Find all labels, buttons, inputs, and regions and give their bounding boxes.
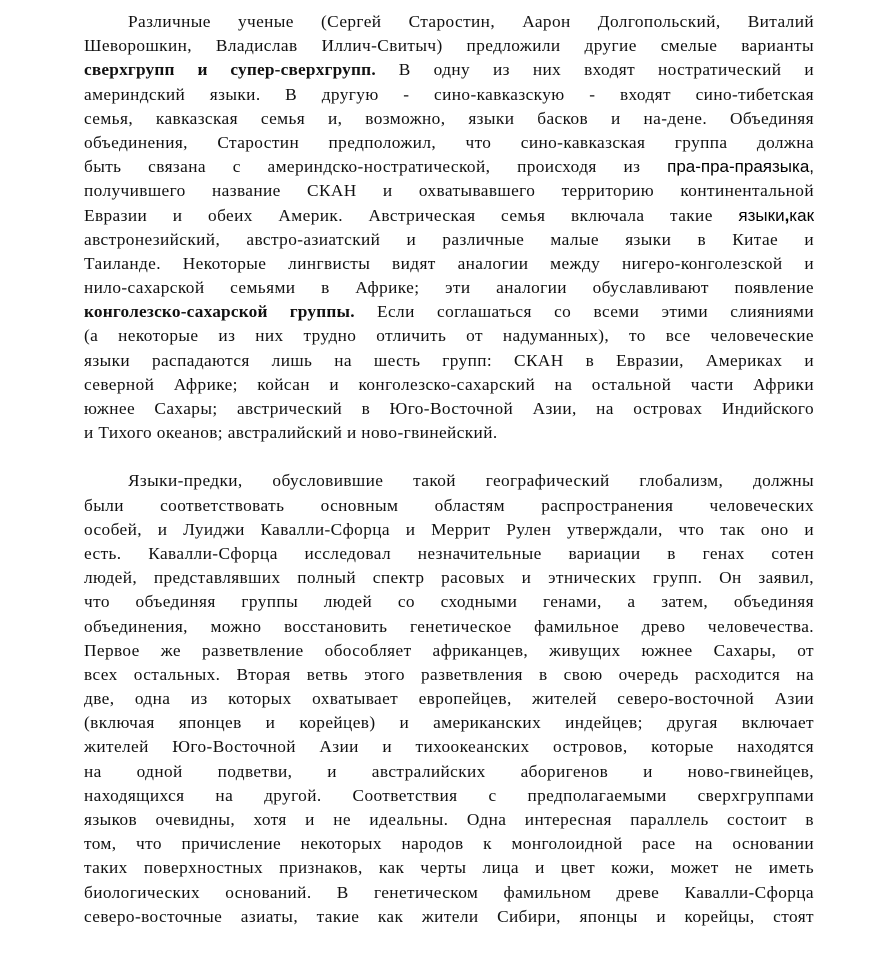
- text-line: северной Африке; койсан и конголезско-сахарский на остальной части Африки: [84, 374, 814, 394]
- text-line: америндский языки. В другую - сино-кавказскую - входят сино-тибетская: [84, 84, 814, 104]
- text-span: В одну из них входят ностратический и: [375, 60, 814, 80]
- text-line: жителей Юго-Восточной Азии и тихоокеанских островов, которые находятся: [84, 737, 814, 757]
- text-line: что объединяя группы людей со сходными генами, а затем, объединяя: [84, 592, 814, 612]
- text-line: Шеворошкин, Владислав Иллич-Свитыч) предложили другие смелые варианты: [84, 36, 814, 56]
- text-line: были соответствовать основным областям распространения человеческих: [84, 495, 814, 515]
- text-line: таких поверхностных признаков, как черты лица и цвет кожи, может не иметь: [84, 858, 814, 878]
- bold-term: конголезско-сахарской группы.: [84, 302, 355, 322]
- alt-font-term: пра-пра-праязыка,: [667, 157, 814, 177]
- term-scan: СКАН: [307, 181, 357, 201]
- text-line: людей, представлявших полный спектр расовых и этнических групп. Он заявил,: [84, 568, 814, 588]
- document-page: [84, 10, 814, 929]
- text-span: быть связана с америндско-ностратической, происходя из: [84, 157, 668, 177]
- text-line: Языки-предки, обусловившие такой географический глобализм, должны: [128, 471, 814, 491]
- text-line: южнее Сахары; австрический в Юго-Восточной Азии, на островах Индийского: [84, 399, 814, 418]
- text-line: всех остальных. Вторая ветвь этого разветвления в свою очередь расходится на: [84, 664, 814, 684]
- text-line: Первое же разветвление обособляет африканцев, живущих южнее Сахары, от: [84, 640, 814, 660]
- text-line: особей, и Луиджи Кавалли-Сфорца и Меррит Рулен утверждали, что так оно и: [84, 519, 814, 539]
- text-line: есть. Кавалли-Сфорца исследовал незначительные вариации в генах сотен: [84, 543, 814, 563]
- text-line: две, одна из которых охватывает европейцев, жителей северо-восточной Азии: [84, 689, 814, 709]
- alt-font-term: как: [789, 205, 814, 225]
- text-line: языки распадаются лишь на шесть групп: СКАН в Евразии, Америках и: [84, 350, 814, 370]
- text-line: и Тихого океанов; австралийский и ново-гвинейский.: [84, 423, 498, 443]
- paragraph-1: [84, 10, 814, 445]
- bold-term: сверхгрупп и супер-сверхгрупп.: [84, 60, 376, 80]
- text-line: австронезийский, австро-азиатский и различные малые языки в Китае и: [84, 229, 814, 249]
- text-line: [84, 155, 814, 179]
- text-line: [84, 58, 814, 82]
- text-span: Если соглашаться со всеми этими слияниями: [354, 302, 814, 322]
- text-line: находящихся на другой. Соответствия с предполагаемыми сверхгруппами: [84, 785, 814, 805]
- text-line: (включая японцев и корейцев) и американских индейцев; другая включает: [84, 713, 814, 733]
- text-span: и охватывавшего территорию континентальной: [356, 181, 814, 201]
- alt-font-comma: ,: [784, 205, 790, 225]
- text-line: [84, 300, 814, 324]
- text-line: северо-восточные азиаты, такие как жители Сибири, японцы и корейцы, стоят: [84, 906, 814, 926]
- text-span: получившего название: [84, 181, 308, 201]
- text-line: семья, кавказская семья и, возможно, языки басков и на-дене. Объединяя: [84, 108, 814, 128]
- text-line: объединения, можно восстановить генетическое фамильное древо человечества.: [84, 616, 814, 636]
- text-line: на одной подветви, и австралийских аборигенов и ново-гвинейцев,: [84, 761, 814, 781]
- paragraph-2: [84, 469, 814, 929]
- text-line: Различные ученые (Сергей Старостин, Аарон Долгопольский, Виталий: [128, 12, 814, 31]
- text-line: [84, 204, 814, 228]
- text-line: [84, 179, 814, 203]
- text-line: том, что причисление некоторых народов к монголоидной расе на основании: [84, 834, 814, 854]
- text-line: языков очевидны, хотя и не идеальны. Одна интересная параллель состоит в: [84, 810, 814, 829]
- alt-font-term: языки: [738, 205, 785, 225]
- text-line: объединения, Старостин предположил, что сино-кавказская группа должна: [84, 132, 814, 152]
- text-line: нило-сахарской семьями в Африке; эти аналогии обуславливают появление: [84, 278, 814, 298]
- text-span: Евразии и обеих Америк. Австрическая семья включала такие: [84, 205, 739, 225]
- text-line: биологических оснований. В генетическом фамильном древе Кавалли-Сфорца: [84, 882, 814, 902]
- text-line: Таиланде. Некоторые лингвисты видят аналогии между нигеро-конголезской и: [84, 253, 814, 273]
- text-line: (а некоторые из них трудно отличить от надуманных), то все человеческие: [84, 326, 814, 346]
